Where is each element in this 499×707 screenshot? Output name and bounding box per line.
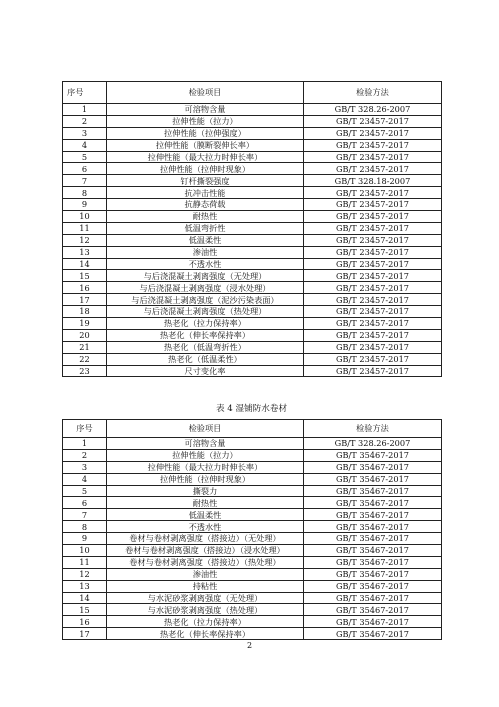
table-row bbox=[63, 521, 442, 533]
test-method-cell: GB/T 23457-2017 bbox=[304, 353, 442, 365]
test-item-cell: 与后浇混凝土剥离强度（无处理） bbox=[107, 270, 304, 282]
serial-no-cell: 15 bbox=[63, 604, 107, 616]
test-item-cell: 拉伸性能（最大拉力时伸长率） bbox=[107, 151, 304, 163]
table-row bbox=[63, 211, 442, 223]
test-method-cell: GB/T 23457-2017 bbox=[304, 270, 442, 282]
header-test-item: 检验项目 bbox=[107, 82, 304, 104]
test-methods-table-4 bbox=[62, 419, 442, 640]
serial-no-cell: 8 bbox=[63, 187, 107, 199]
table-row bbox=[63, 580, 442, 592]
table-row bbox=[63, 270, 442, 282]
header-test-method: 检验方法 bbox=[304, 82, 442, 104]
test-method-cell: GB/T 23457-2017 bbox=[304, 139, 442, 151]
serial-no-cell: 15 bbox=[63, 270, 107, 282]
table-row bbox=[63, 318, 442, 330]
test-method-cell: GB/T 23457-2017 bbox=[304, 282, 442, 294]
table-row bbox=[63, 353, 442, 365]
serial-no-cell: 13 bbox=[63, 246, 107, 258]
serial-no-cell: 16 bbox=[63, 282, 107, 294]
test-method-cell: GB/T 23457-2017 bbox=[304, 199, 442, 211]
table-row bbox=[63, 592, 442, 604]
test-method-cell: GB/T 35467-2017 bbox=[304, 568, 442, 580]
table-row bbox=[63, 628, 442, 640]
test-item-cell: 拉伸性能（最大拉力时伸长率） bbox=[107, 461, 304, 473]
table-4-caption: 表 4 湿铺防水卷材 bbox=[215, 404, 288, 414]
test-item-cell: 热老化（伸长率保持率） bbox=[107, 628, 304, 640]
test-item-cell: 可溶物含量 bbox=[107, 438, 304, 450]
table-row bbox=[63, 104, 442, 116]
serial-no-cell: 13 bbox=[63, 580, 107, 592]
test-method-cell: GB/T 35467-2017 bbox=[304, 616, 442, 628]
test-method-cell: GB/T 328.26-2007 bbox=[304, 104, 442, 116]
test-method-cell: GB/T 35467-2017 bbox=[304, 497, 442, 509]
serial-no-cell: 9 bbox=[63, 533, 107, 545]
test-method-cell: GB/T 328.26-2007 bbox=[304, 438, 442, 450]
test-method-cell: GB/T 35467-2017 bbox=[304, 545, 442, 557]
test-item-cell: 低温柔性 bbox=[107, 509, 304, 521]
table-row bbox=[63, 568, 442, 580]
serial-no-cell: 2 bbox=[63, 115, 107, 127]
test-method-cell: GB/T 35467-2017 bbox=[304, 509, 442, 521]
table-row bbox=[63, 139, 442, 151]
table-row bbox=[63, 163, 442, 175]
header-test-item: 检验项目 bbox=[107, 420, 304, 438]
test-method-cell: GB/T 23457-2017 bbox=[304, 294, 442, 306]
test-item-cell: 拉伸性能（膜断裂伸长率） bbox=[107, 139, 304, 151]
serial-no-cell: 21 bbox=[63, 341, 107, 353]
table-1-body bbox=[63, 104, 442, 377]
test-method-cell: GB/T 328.18-2007 bbox=[304, 175, 442, 187]
serial-no-cell: 23 bbox=[63, 365, 107, 377]
serial-no-cell: 5 bbox=[63, 485, 107, 497]
test-item-cell: 抗静态荷载 bbox=[107, 199, 304, 211]
table-row bbox=[63, 127, 442, 139]
test-method-cell: GB/T 23457-2017 bbox=[304, 329, 442, 341]
test-method-cell: GB/T 35467-2017 bbox=[304, 556, 442, 568]
test-item-cell: 渗油性 bbox=[107, 568, 304, 580]
test-method-cell: GB/T 35467-2017 bbox=[304, 449, 442, 461]
serial-no-cell: 6 bbox=[63, 497, 107, 509]
test-method-cell: GB/T 23457-2017 bbox=[304, 365, 442, 377]
serial-no-cell: 10 bbox=[63, 545, 107, 557]
serial-no-cell: 7 bbox=[63, 175, 107, 187]
test-method-cell: GB/T 23457-2017 bbox=[304, 246, 442, 258]
serial-no-cell: 5 bbox=[63, 151, 107, 163]
test-item-cell: 不透水性 bbox=[107, 521, 304, 533]
test-item-cell: 耐热性 bbox=[107, 497, 304, 509]
table-row bbox=[63, 246, 442, 258]
test-item-cell: 拉伸性能（拉伸强度） bbox=[107, 127, 304, 139]
table-row bbox=[63, 485, 442, 497]
test-item-cell: 热老化（拉力保持率） bbox=[107, 318, 304, 330]
test-item-cell: 钉杆撕裂强度 bbox=[107, 175, 304, 187]
test-item-cell: 撕裂力 bbox=[107, 485, 304, 497]
table-row bbox=[63, 509, 442, 521]
table-row bbox=[63, 533, 442, 545]
table-row bbox=[63, 151, 442, 163]
test-item-cell: 卷材与卷材剥离强度（搭接边）（浸水处理） bbox=[107, 545, 304, 557]
test-item-cell: 耐热性 bbox=[107, 211, 304, 223]
page-number: 2 bbox=[246, 641, 253, 650]
test-item-cell: 与水泥砂浆剥离强度（热处理） bbox=[107, 604, 304, 616]
table-row bbox=[63, 222, 442, 234]
test-item-cell: 卷材与卷材剥离强度（搭接边）（热处理） bbox=[107, 556, 304, 568]
table-row bbox=[63, 497, 442, 509]
test-item-cell: 低温弯折性 bbox=[107, 222, 304, 234]
serial-no-cell: 4 bbox=[63, 139, 107, 151]
table-row bbox=[63, 473, 442, 485]
table-row bbox=[63, 341, 442, 353]
table-4-body bbox=[63, 438, 442, 640]
serial-no-cell: 12 bbox=[63, 568, 107, 580]
test-item-cell: 拉伸性能（拉力） bbox=[107, 449, 304, 461]
test-item-cell: 卷材与卷材剥离强度（搭接边）（无处理） bbox=[107, 533, 304, 545]
serial-no-cell: 12 bbox=[63, 234, 107, 246]
test-item-cell: 热老化（低温柔性） bbox=[107, 353, 304, 365]
serial-no-cell: 19 bbox=[63, 318, 107, 330]
serial-no-cell: 20 bbox=[63, 329, 107, 341]
serial-no-cell: 9 bbox=[63, 199, 107, 211]
test-method-cell: GB/T 23457-2017 bbox=[304, 151, 442, 163]
table-row bbox=[63, 461, 442, 473]
test-item-cell: 持粘性 bbox=[107, 580, 304, 592]
test-method-cell: GB/T 35467-2017 bbox=[304, 604, 442, 616]
serial-no-cell: 1 bbox=[63, 104, 107, 116]
test-method-cell: GB/T 23457-2017 bbox=[304, 258, 442, 270]
test-method-cell: GB/T 35467-2017 bbox=[304, 592, 442, 604]
serial-no-cell: 16 bbox=[63, 616, 107, 628]
table-row bbox=[63, 234, 442, 246]
test-item-cell: 抗冲击性能 bbox=[107, 187, 304, 199]
test-item-cell: 低温柔性 bbox=[107, 234, 304, 246]
test-method-cell: GB/T 35467-2017 bbox=[304, 473, 442, 485]
table-row bbox=[63, 616, 442, 628]
table-row bbox=[63, 187, 442, 199]
table-row bbox=[63, 306, 442, 318]
serial-no-cell: 6 bbox=[63, 163, 107, 175]
test-method-cell: GB/T 35467-2017 bbox=[304, 521, 442, 533]
table-row bbox=[63, 365, 442, 377]
serial-no-cell: 22 bbox=[63, 353, 107, 365]
table-header-row bbox=[63, 420, 442, 438]
serial-no-cell: 2 bbox=[63, 449, 107, 461]
test-item-cell: 可溶物含量 bbox=[107, 104, 304, 116]
serial-no-cell: 3 bbox=[63, 461, 107, 473]
test-item-cell: 热老化（伸长率保持率） bbox=[107, 329, 304, 341]
test-method-cell: GB/T 23457-2017 bbox=[304, 341, 442, 353]
serial-no-cell: 14 bbox=[63, 258, 107, 270]
test-method-cell: GB/T 23457-2017 bbox=[304, 211, 442, 223]
table-row bbox=[63, 115, 442, 127]
serial-no-cell: 14 bbox=[63, 592, 107, 604]
table-row bbox=[63, 556, 442, 568]
serial-no-cell: 11 bbox=[63, 222, 107, 234]
test-method-cell: GB/T 23457-2017 bbox=[304, 306, 442, 318]
serial-no-cell: 7 bbox=[63, 509, 107, 521]
test-method-cell: GB/T 35467-2017 bbox=[304, 628, 442, 640]
header-serial-no: 序号 bbox=[63, 420, 107, 438]
table-row bbox=[63, 438, 442, 450]
test-method-cell: GB/T 23457-2017 bbox=[304, 127, 442, 139]
test-method-cell: GB/T 23457-2017 bbox=[304, 187, 442, 199]
test-item-cell: 拉伸性能（拉伸时现象） bbox=[107, 163, 304, 175]
serial-no-cell: 18 bbox=[63, 306, 107, 318]
header-serial-no: 序号 bbox=[63, 82, 107, 104]
table-row bbox=[63, 329, 442, 341]
serial-no-cell: 10 bbox=[63, 211, 107, 223]
header-test-method: 检验方法 bbox=[304, 420, 442, 438]
test-method-cell: GB/T 23457-2017 bbox=[304, 318, 442, 330]
test-method-cell: GB/T 23457-2017 bbox=[304, 163, 442, 175]
test-method-cell: GB/T 23457-2017 bbox=[304, 234, 442, 246]
table-header-row bbox=[63, 82, 442, 104]
test-method-cell: GB/T 35467-2017 bbox=[304, 461, 442, 473]
test-item-cell: 热老化（低温弯折性） bbox=[107, 341, 304, 353]
test-item-cell: 不透水性 bbox=[107, 258, 304, 270]
test-item-cell: 拉伸性能（拉力） bbox=[107, 115, 304, 127]
serial-no-cell: 11 bbox=[63, 556, 107, 568]
test-item-cell: 拉伸性能（拉伸时现象） bbox=[107, 473, 304, 485]
serial-no-cell: 4 bbox=[63, 473, 107, 485]
table-row bbox=[63, 175, 442, 187]
test-item-cell: 渗油性 bbox=[107, 246, 304, 258]
test-item-cell: 与后浇混凝土剥离强度（浸水处理） bbox=[107, 282, 304, 294]
table-row bbox=[63, 258, 442, 270]
serial-no-cell: 8 bbox=[63, 521, 107, 533]
test-item-cell: 尺寸变化率 bbox=[107, 365, 304, 377]
table-row bbox=[63, 294, 442, 306]
test-item-cell: 与后浇混凝土剥离强度（泥沙污染表面） bbox=[107, 294, 304, 306]
test-method-cell: GB/T 23457-2017 bbox=[304, 222, 442, 234]
test-method-cell: GB/T 35467-2017 bbox=[304, 533, 442, 545]
table-row bbox=[63, 545, 442, 557]
serial-no-cell: 17 bbox=[63, 294, 107, 306]
serial-no-cell: 1 bbox=[63, 438, 107, 450]
test-item-cell: 热老化（拉力保持率） bbox=[107, 616, 304, 628]
test-method-cell: GB/T 23457-2017 bbox=[304, 115, 442, 127]
table-row bbox=[63, 282, 442, 294]
table-row bbox=[63, 604, 442, 616]
test-method-cell: GB/T 35467-2017 bbox=[304, 580, 442, 592]
test-methods-table-1 bbox=[62, 81, 442, 377]
table-row bbox=[63, 199, 442, 211]
serial-no-cell: 3 bbox=[63, 127, 107, 139]
table-row bbox=[63, 449, 442, 461]
serial-no-cell: 17 bbox=[63, 628, 107, 640]
test-item-cell: 与后浇混凝土剥离强度（热处理） bbox=[107, 306, 304, 318]
test-method-cell: GB/T 35467-2017 bbox=[304, 485, 442, 497]
test-item-cell: 与水泥砂浆剥离强度（无处理） bbox=[107, 592, 304, 604]
